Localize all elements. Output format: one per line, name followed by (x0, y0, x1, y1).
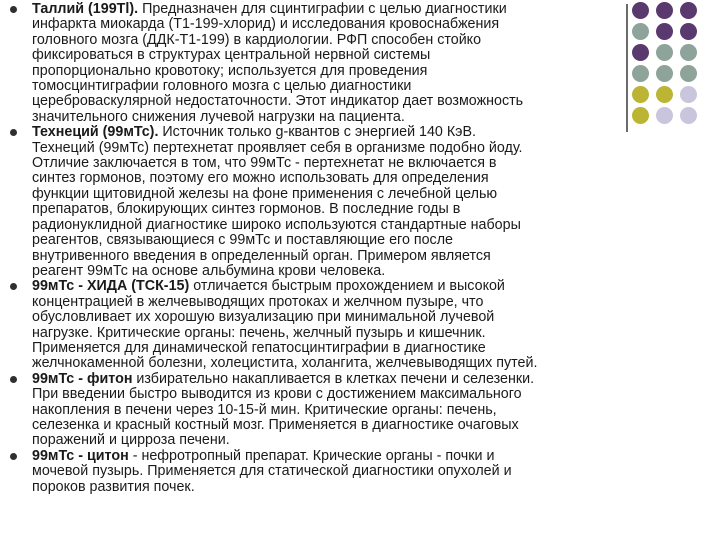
text-segment: нагрузке. Критические органы: печень, желчный пузырь и кишечник. (32, 324, 486, 341)
text-line (32, 141, 668, 156)
bullet-dot-icon (10, 6, 17, 13)
bullet-item (8, 372, 668, 449)
text-line (32, 110, 668, 125)
text-line (32, 233, 668, 248)
text-segment: реагент 99мТс на основе альбумина крови человека. (32, 262, 386, 279)
text-line (32, 249, 668, 264)
text-segment: фиксироваться в структурах центральной нервной системы (32, 47, 431, 64)
text-line (32, 449, 668, 464)
text-segment: радионуклидной диагностике широко используются стандартные наборы (32, 216, 521, 233)
text-segment: Технеций (99мТс) пертехнетат проявляет себя в организме подобно йоду. (32, 139, 523, 156)
text-line (32, 403, 668, 418)
text-segment: головного мозга (ДДК-Т1-199) в кардиологии. РФП способен стойко (32, 31, 482, 48)
text-segment: пороков развития почек. (32, 478, 195, 495)
decor-dot-lavender (680, 86, 697, 103)
text-segment: - нефротропный препарат. Крические органы - почки и (128, 447, 495, 464)
text-line (32, 17, 668, 32)
decor-dot-lavender (680, 107, 697, 124)
decor-dot-gray (680, 44, 697, 61)
text-line (32, 372, 668, 387)
text-segment: накопления в печени через 10-15-й мин. Критические органы: печень, (32, 401, 497, 418)
bullet-item (8, 449, 668, 495)
text-segment: томосцинтиграфии головного мозга с целью диагностики (32, 78, 412, 95)
text-line (32, 310, 668, 325)
text-segment: обусловливает их хорошую визуализацию при минимальной лучевой (32, 309, 495, 326)
text-segment: Применяется для динамической гепатосцинтиграфии в диагностике (32, 339, 486, 356)
text-segment: синтез гормонов, поэтому его можно использовать для определения (32, 170, 489, 187)
bullet-dot-icon (10, 453, 17, 460)
text-line (32, 202, 668, 217)
decor-dot-gray (680, 65, 697, 82)
text-segment: Источник только g-квантов с энергией 140 КэВ. (158, 124, 476, 141)
text-segment: реагентов, связывающиеся с 99мТс и поставляющие его после (32, 232, 454, 249)
text-line (32, 464, 668, 479)
text-segment: концентрацией в желчевыводящих протоках и желчном пузыре, что (32, 293, 484, 310)
bullet-list (8, 2, 668, 495)
text-segment: цереброваскулярной недостаточности. Этот индикатор дает возможность (32, 93, 524, 110)
text-line (32, 356, 668, 371)
bold-term: Технеций (99мТс). (32, 124, 159, 141)
bullet-dot-icon (10, 376, 17, 383)
decor-dot-purple (680, 2, 697, 19)
text-line (32, 295, 668, 310)
bullet-item (8, 279, 668, 371)
text-segment: отличается быстрым прохождением и высокой (189, 278, 505, 295)
text-segment: значительного снижения лучевой нагрузки на пациента. (32, 108, 405, 125)
decor-dot-purple (680, 23, 697, 40)
text-segment: Предназначен для сцинтиграфии с целью диагностики (138, 1, 507, 17)
text-segment: избирательно накапливается в клетках печени и селезенки. (132, 370, 535, 387)
text-segment: Отличие заключается в том, что 99мТс - пертехнетат не включается в (32, 155, 497, 172)
text-line (32, 94, 668, 109)
text-segment: желчнокаменной болезни, холецистита, холангита, желчевыводящих путей. (32, 355, 538, 372)
bold-term: Таллий (199Tl). (32, 1, 139, 17)
text-line (32, 171, 668, 186)
text-segment: пропорционально кровотоку; используется для проведения (32, 62, 428, 79)
bold-term: 99мТс - цитон (32, 447, 129, 464)
text-segment: функции щитовидной железы на фоне применения с лечебной целью (32, 185, 498, 202)
text-line (32, 418, 668, 433)
bold-term: 99мТс - ХИДА (ТСК-15) (32, 278, 190, 295)
text-line (32, 264, 668, 279)
bullet-dot-icon (10, 129, 17, 136)
text-line (32, 2, 668, 17)
bullet-dot-icon (10, 283, 17, 290)
text-segment: препаратов, блокирующих синтез гормонов. В последние годы в (32, 201, 461, 218)
text-line (32, 218, 668, 233)
text-line (32, 279, 668, 294)
text-segment: При введении быстро выводится из крови с достижением максимального (32, 386, 522, 403)
text-line (32, 480, 668, 495)
text-line (32, 326, 668, 341)
text-segment: внутривенного введения в определенный орган. Примером является (32, 247, 491, 264)
text-line (32, 33, 668, 48)
text-line (32, 341, 668, 356)
text-line (32, 79, 668, 94)
text-line (32, 125, 668, 140)
text-line (32, 64, 668, 79)
text-line (32, 48, 668, 63)
text-line (32, 433, 668, 448)
bold-term: 99мТс - фитон (32, 370, 133, 387)
bullet-item (8, 2, 668, 125)
text-segment: мочевой пузырь. Применяется для статической диагностики опухолей и (32, 463, 512, 480)
text-segment: инфаркта миокарда (Т1-199-хлорид) и исследования кровоснабжения (32, 16, 500, 33)
text-line (32, 387, 668, 402)
text-line (32, 156, 668, 171)
text-segment: селезенка и красный костный мозг. Применяется в диагностике очаговых (32, 416, 519, 433)
text-line (32, 187, 668, 202)
text-segment: поражений и цирроза печени. (32, 432, 230, 449)
bullet-item (8, 125, 668, 279)
